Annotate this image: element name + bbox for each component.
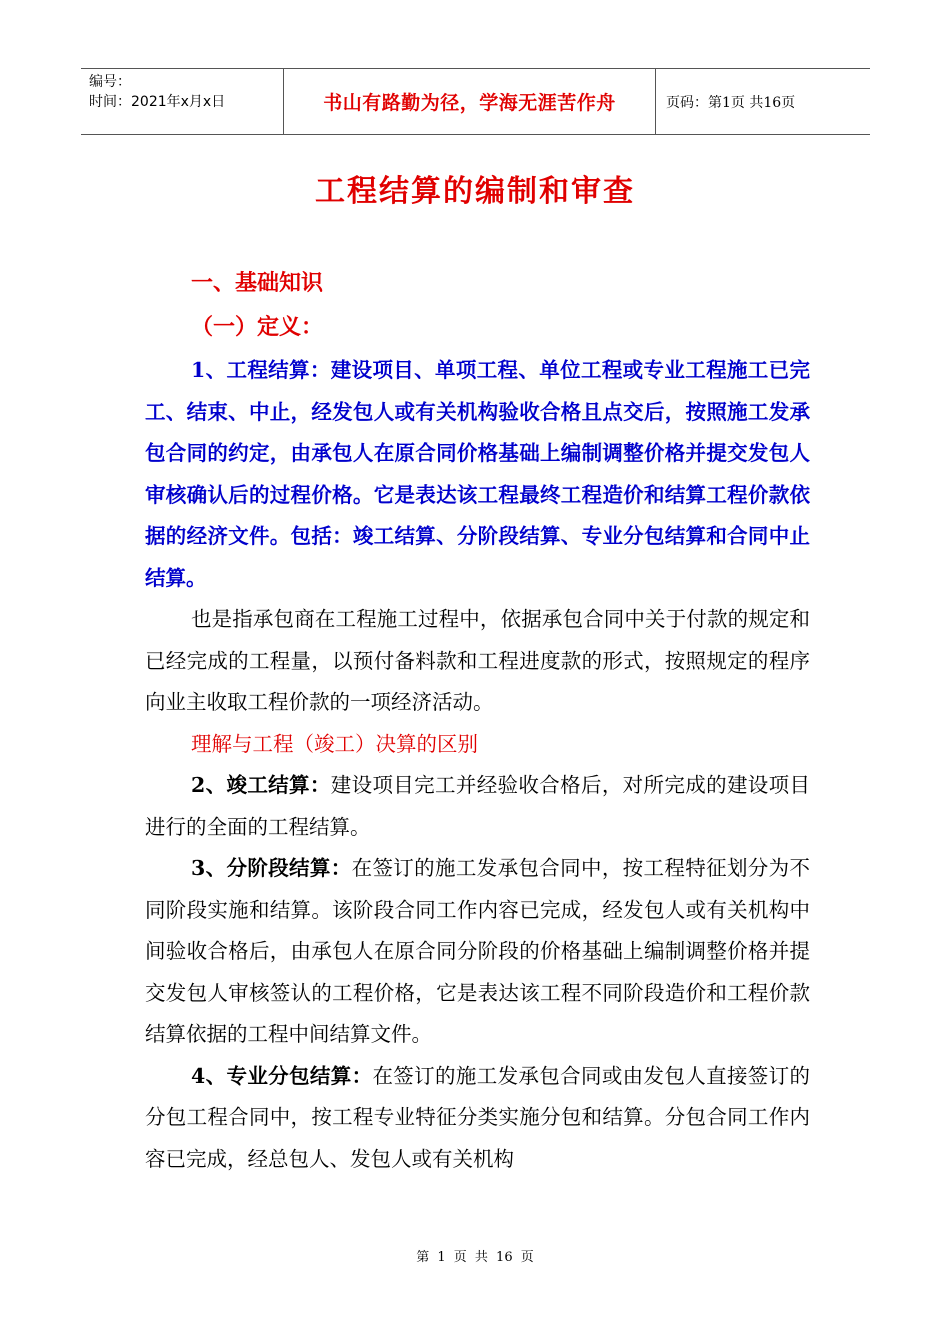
note-difference-from-final-accounts: 理解与工程（竣工）决算的区别 bbox=[191, 731, 478, 756]
text-phased-settlement: 在签订的施工发承包合同中，按工程特征划分为不同阶段实施和结算。该阶段合同工作内容已完成，经发包人或有关机构中间验收合格后，由承包人在原合同分阶段的价格基础上编制调整价格并提交发包人审核签认的工程价格，它是表达该工程不同阶段造价和工程价款结算依据的工程中间结算文件。 bbox=[145, 856, 811, 1046]
header-table bbox=[81, 68, 870, 135]
term-subcontract-settlement: 4、专业分包结算： bbox=[191, 1063, 373, 1088]
header-page-info: 页码：第1页 共16页 bbox=[666, 94, 796, 111]
page-footer: 第 1 页 共 16 页 bbox=[416, 1250, 534, 1265]
text-subcontract-settlement: 在签订的施工发承包合同或由发包人直接签订的分包工程合同中，按工程专业特征分类实施分包和结算。分包合同工作内容已完成，经总包人、发包人或有关机构 bbox=[145, 1063, 811, 1171]
paragraph-engineering-settlement: 1、工程结算：建设项目、单项工程、单位工程或专业工程施工已完工、结束、中止，经发包人或有关机构验收合格且点交后，按照施工发承包合同的约定，由承包人在原合同价格基础上编制调整价格并提交发包人审核确认后的过程价格。它是表达该工程最终工程造价和结算工程价款依据的经济文件。包括：竣工结算、分阶段结算、专业分包结算和合同中止结算。 bbox=[145, 358, 810, 590]
document-number-label: 编号： bbox=[89, 74, 131, 90]
term-completion-settlement: 2、竣工结算： bbox=[191, 773, 331, 797]
paragraph-settlement-explanation: 也是指承包商在工程施工过程中，依据承包合同中关于付款的规定和已经完成的工程量，以预付备料款和工程进度款的形式，按照规定的程序向业主收取工程价款的一项经济活动。 bbox=[145, 607, 810, 714]
document-title: 工程结算的编制和审查 bbox=[315, 174, 635, 209]
paragraph-subcontract-settlement bbox=[145, 1056, 810, 1181]
section-heading-basics: 一、基础知识 bbox=[191, 270, 324, 296]
subsection-heading-definition: （一）定义： bbox=[191, 314, 324, 340]
text-completion-settlement: 建设项目完工并经验收合格后，对所完成的建设项目进行的全面的工程结算。 bbox=[145, 773, 810, 839]
term-phased-settlement: 3、分阶段结算： bbox=[191, 856, 352, 880]
document-body bbox=[145, 262, 810, 1180]
document-time-label: 时间：2021年x月x日 bbox=[89, 94, 226, 110]
paragraph-phased-settlement bbox=[145, 848, 810, 1056]
header-meta-cell bbox=[81, 69, 283, 134]
header-motto: 书山有路勤为径，学海无涯苦作舟 bbox=[283, 69, 656, 134]
paragraph-completion-settlement bbox=[145, 765, 810, 848]
